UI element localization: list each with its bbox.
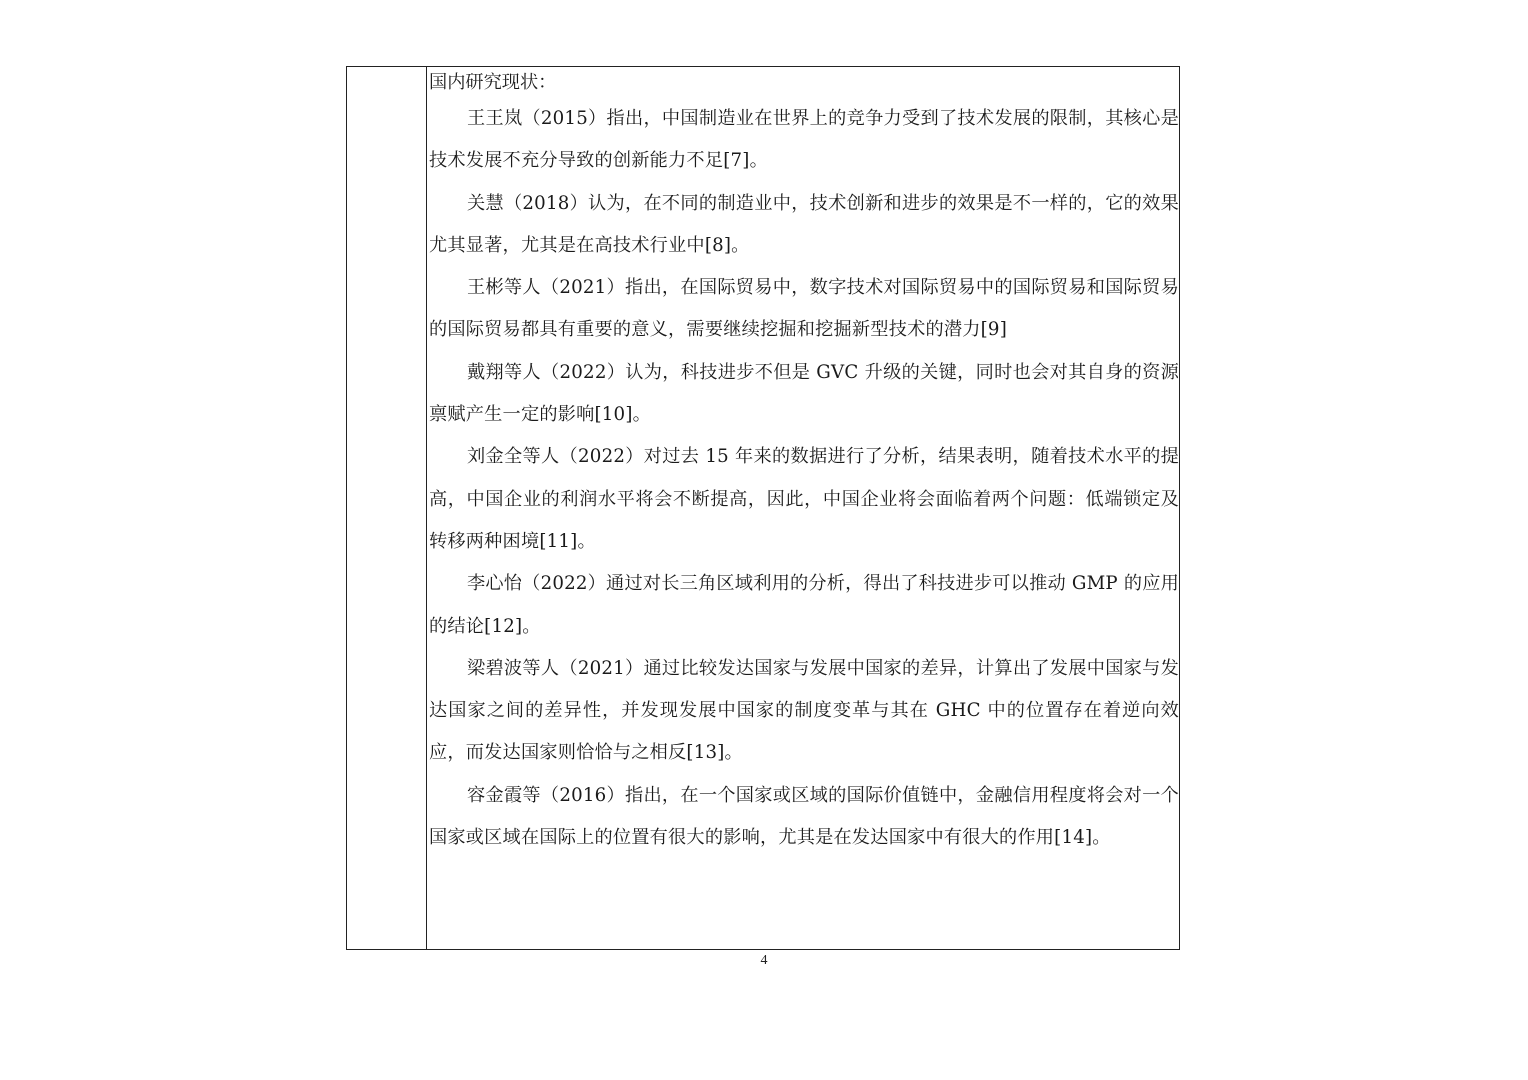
paragraph-liang-bibo: 梁碧波等人（2021）通过比较发达国家与发展中国家的差异，计算出了发展中国家与发达国家之间的差异性，并发现发展中国家的制度变革与其在 GHC 中的位置存在着逆向效应，而发达国家则恰恰与之相反[13]。 — [429, 657, 1179, 764]
paragraph-li-xinyi: 李心怡（2022）通过对长三角区域利用的分析，得出了科技进步可以推动 GMP 的应用的结论[12]。 — [429, 573, 1179, 637]
paragraph-dai-xiang: 戴翔等人（2022）认为，科技进步不但是 GVC 升级的关键，同时也会对其自身的资源禀赋产生一定的影响[10]。 — [429, 361, 1179, 426]
content-table — [346, 66, 1180, 950]
page-number: 4 — [760, 953, 768, 968]
paragraph-liu-jinquan: 刘金全等人（2022）对过去 15 年来的数据进行了分析，结果表明，随着技术水平的提高，中国企业的利润水平将会不断提高，因此，中国企业将会面临着两个问题：低端锁定及转移两种困境[11]。 — [429, 446, 1179, 552]
paragraph-rong-jinxia: 容金霞等（2016）指出，在一个国家或区域的国际价值链中，金融信用程度将会对一个国家或区域在国际上的位置有很大的影响，尤其是在发达国家中有很大的作用[14]。 — [429, 784, 1179, 849]
paragraph-wang-wanglan: 王王岚（2015）指出，中国制造业在世界上的竞争力受到了技术发展的限制，其核心是技术发展不充分导致的创新能力不足[7]。 — [429, 108, 1179, 172]
table-content-cell — [429, 67, 1179, 859]
section-heading: 国内研究现状： — [429, 72, 557, 93]
paragraph-wang-bin: 王彬等人（2021）指出，在国际贸易中，数字技术对国际贸易中的国际贸易和国际贸易的国际贸易都具有重要的意义，需要继续挖掘和挖掘新型技术的潜力[9] — [429, 277, 1179, 341]
paragraph-guan-hui: 关慧（2018）认为，在不同的制造业中，技术创新和进步的效果是不一样的，它的效果尤其显著，尤其是在高技术行业中[8]。 — [429, 192, 1179, 256]
table-left-column — [347, 67, 427, 949]
